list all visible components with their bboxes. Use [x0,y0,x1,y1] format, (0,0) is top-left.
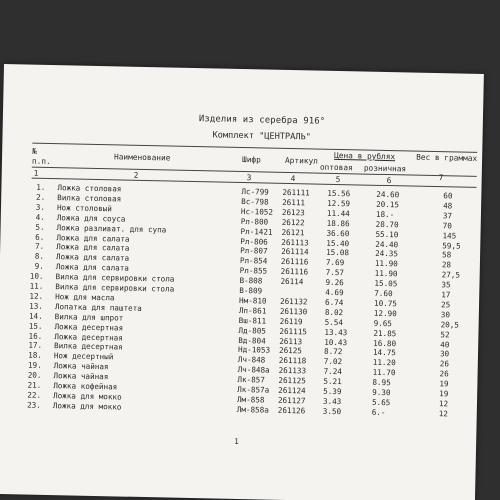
retail-price: 24.60 [376,189,400,200]
item-code: В-809 [239,285,263,296]
row-number: 8. [34,251,45,262]
item-weight: 52 [440,329,450,339]
item-article: 26122 [281,217,305,228]
item-name: Вилка для шпрот [54,311,124,323]
retail-price: 11.90 [374,259,398,269]
wholesale-price: 7.69 [325,258,345,268]
retail-price: 16.80 [373,338,397,348]
item-weight: 40 [440,339,450,349]
item-weight: 26 [439,369,449,379]
item-name: Ложка чайная [53,361,109,372]
retail-price: 24.40 [375,239,399,249]
column-number-3: 3 [246,173,252,183]
item-weight: 30 [439,349,450,359]
item-code: Рл-807 [240,246,268,256]
wholesale-price: 6.74 [324,297,344,308]
item-article: 261124 [278,385,306,396]
item-article: 26123 [281,207,305,218]
wholesale-price: 7.24 [323,366,343,377]
item-name: Вилка для сервировки стола [55,282,175,294]
wholesale-price: 9.26 [325,277,344,288]
retail-price: 5.65 [371,397,391,408]
row-number: 9. [34,261,44,272]
header-retail: розничная [363,163,407,174]
item-name: Ложка для салата [55,262,129,273]
wholesale-price: 5.21 [323,376,342,387]
row-number: 23. [27,400,41,410]
retail-price: 14.75 [372,348,396,358]
wholesale-price: 5.54 [324,317,344,327]
retail-price: 9.65 [373,318,393,328]
row-number: 19. [27,360,42,371]
retail-price: 18.- [375,209,395,220]
item-code: Рл-855 [239,266,268,276]
row-number: 15. [28,321,43,331]
row-number: 3. [35,202,46,212]
wholesale-price: 15.40 [326,238,350,248]
item-code: Лд-805 [238,325,267,336]
item-article: 261116 [280,257,309,267]
item-weight: 35 [441,280,451,290]
item-code: Лк-857 [237,375,265,385]
item-name: Ложка столовая [57,183,122,194]
item-article: 261132 [279,296,308,307]
row-number: 11. [29,281,44,291]
item-code: Лс-799 [241,187,269,197]
header-num-pp: п.п. [31,156,51,166]
row-number: 21. [27,380,42,390]
wholesale-price: 13.43 [324,327,348,337]
wholesale-price: 18.86 [326,218,350,228]
item-weight: 48 [443,201,453,211]
row-number: 4. [35,212,45,222]
item-name: Ложка десертная [54,321,124,333]
item-code: Рл-800 [240,216,269,227]
item-code: Вд-804 [238,335,266,346]
retail-price: 6.- [371,407,386,417]
retail-price: 55.10 [375,229,399,239]
column-number-2: 2 [133,170,139,180]
wholesale-price: 15.08 [326,248,350,258]
item-weight: 26 [439,359,450,369]
item-name: Ложка для мокко [52,400,122,412]
column-number-1: 1 [33,168,39,178]
item-name: Ложка для соуса [56,212,126,224]
retail-price: 9.30 [372,387,391,398]
retail-price: 24.35 [375,249,399,259]
item-article: 261111 [282,187,310,198]
wholesale-price: 15.56 [327,188,351,199]
item-article: 261133 [278,366,307,376]
row-number: 20. [27,370,42,380]
item-article: 26113 [279,336,303,346]
item-weight: 20,5 [440,319,460,330]
item-code: Рл-806 [240,236,268,247]
item-weight: 12 [438,408,449,419]
wholesale-price: 7.57 [325,267,345,278]
item-article: 261113 [281,237,309,247]
item-name: Лопатка для паштета [54,301,142,313]
item-name: Ложка для салата [56,232,130,244]
wholesale-price: 3.50 [322,406,342,416]
wholesale-price: 8.02 [324,307,344,317]
row-number: 13. [29,301,44,311]
retail-price: 8.95 [372,377,391,388]
column-number-5: 5 [335,174,341,185]
item-code: Лч-848а [237,365,270,375]
item-name: Ложка для салата [56,242,130,254]
document-subtitle: Комплект "ЦЕНТРАЛЬ" [212,130,311,143]
item-article: 261118 [278,356,307,366]
item-name: Ложка для мокко [52,390,122,402]
wholesale-price: 10.43 [324,337,348,347]
item-code: Нс-1052 [240,206,274,217]
header-code: Шифр [241,155,261,165]
item-article: 261115 [279,326,307,336]
wholesale-price: 8.72 [323,347,343,357]
item-weight: 30 [440,310,451,320]
item-code: Рл-854 [239,256,268,266]
item-article: 26125 [278,346,303,356]
row-number: 14. [28,311,43,321]
item-weight: 25 [440,300,451,310]
item-code: Вс-798 [241,196,269,207]
column-number-6: 6 [386,176,392,186]
item-name: Ложка разливат. для супа [56,222,167,235]
item-name: Нож десертный [53,351,114,362]
item-code: Лм-858 [236,394,265,405]
item-code: В-808 [239,276,263,286]
item-weight: 19 [439,379,449,389]
row-number: 7. [34,242,45,252]
retail-price: 21.85 [373,328,397,338]
column-number-4: 4 [290,174,296,184]
wholesale-price: 5.39 [323,386,342,397]
wholesale-price: 36.60 [326,228,350,238]
item-name: Нож для масла [55,292,115,303]
item-name: Ложка десертная [54,331,123,343]
wholesale-price: 11.44 [326,208,350,219]
wholesale-price: 12.59 [327,198,351,209]
header-price-group: Цена в рублях [334,150,396,162]
item-weight: 28 [441,260,452,270]
item-weight: 60 [443,191,453,201]
item-name: Вилка столовая [57,193,122,204]
item-article: 261114 [281,247,309,257]
item-name: Нож столовый [56,202,112,214]
item-name: Ложка чайная [53,371,109,382]
row-number: 12. [29,291,44,301]
header-top-rule [32,143,477,153]
row-number: 2. [35,192,46,202]
item-code: Нд-1053 [237,345,271,356]
item-article: 261116 [280,267,309,277]
page-number: 1 [234,436,239,446]
item-article: 26111 [282,197,306,208]
item-code: Лч-848 [237,355,266,365]
item-weight: 70 [442,220,452,231]
item-weight: 59,5 [442,240,461,251]
item-weight: 27,5 [441,270,461,280]
document-page [0,64,484,500]
retail-price: 11.20 [372,358,396,368]
header-weight: Вес в граммах [416,152,478,163]
row-number: 10. [29,271,44,281]
item-article: 26121 [281,227,305,237]
item-code: Лм-858а [236,404,269,415]
item-code: Нм-810 [239,295,267,306]
row-number: 1. [36,182,46,192]
item-article: 26119 [279,316,303,326]
item-weight: 58 [441,250,452,260]
item-weight: 12 [438,399,449,409]
wholesale-price: 7.02 [323,357,343,367]
item-name: Вилка десертная [54,341,123,352]
item-article: 261127 [277,395,306,406]
item-weight: 19 [439,389,449,399]
item-code: Рл-1421 [240,226,273,237]
header-mid-rule [32,167,477,177]
item-weight: 17 [441,290,451,300]
row-number: 6. [35,232,45,242]
retail-price: 11.70 [372,367,396,378]
retail-price: 10.75 [373,298,398,309]
retail-price: 11.90 [374,268,398,279]
header-num-symbol: № [32,146,37,156]
item-article: 26114 [280,276,304,287]
row-number: 22. [27,390,42,400]
header-article: Артикул [284,155,318,166]
row-number: 17. [28,340,43,351]
retail-price: 15.05 [374,278,398,289]
item-article: 261126 [277,405,306,416]
header-name: Наименование [113,152,171,163]
item-weight: 145 [442,230,457,241]
item-name: Вилка для сервировки стола [55,272,175,284]
row-number: 18. [28,350,42,361]
item-article: 261130 [279,306,308,317]
item-article: 261125 [278,375,306,386]
column-number-7: 7 [438,173,444,183]
retail-price: 12.90 [373,308,397,319]
document-title: Изделия из серебра 916° [198,114,326,127]
retail-price: 28.70 [375,219,399,229]
row-number: 16. [28,331,43,341]
item-code: Лк-857а [237,384,270,395]
item-name: Ложка для салата [55,252,130,263]
retail-price: 7.60 [374,288,393,299]
item-weight: 37 [442,211,453,221]
retail-price: 20.15 [376,199,400,210]
item-code: Лп-861 [238,305,267,316]
item-code: Вш-811 [238,315,267,326]
row-number: 5. [35,222,45,232]
wholesale-price: 4.69 [325,287,344,298]
wholesale-price: 3.43 [322,396,342,407]
header-wholesale: оптовая [319,162,353,173]
item-name: Ложка кофейная [53,381,118,392]
